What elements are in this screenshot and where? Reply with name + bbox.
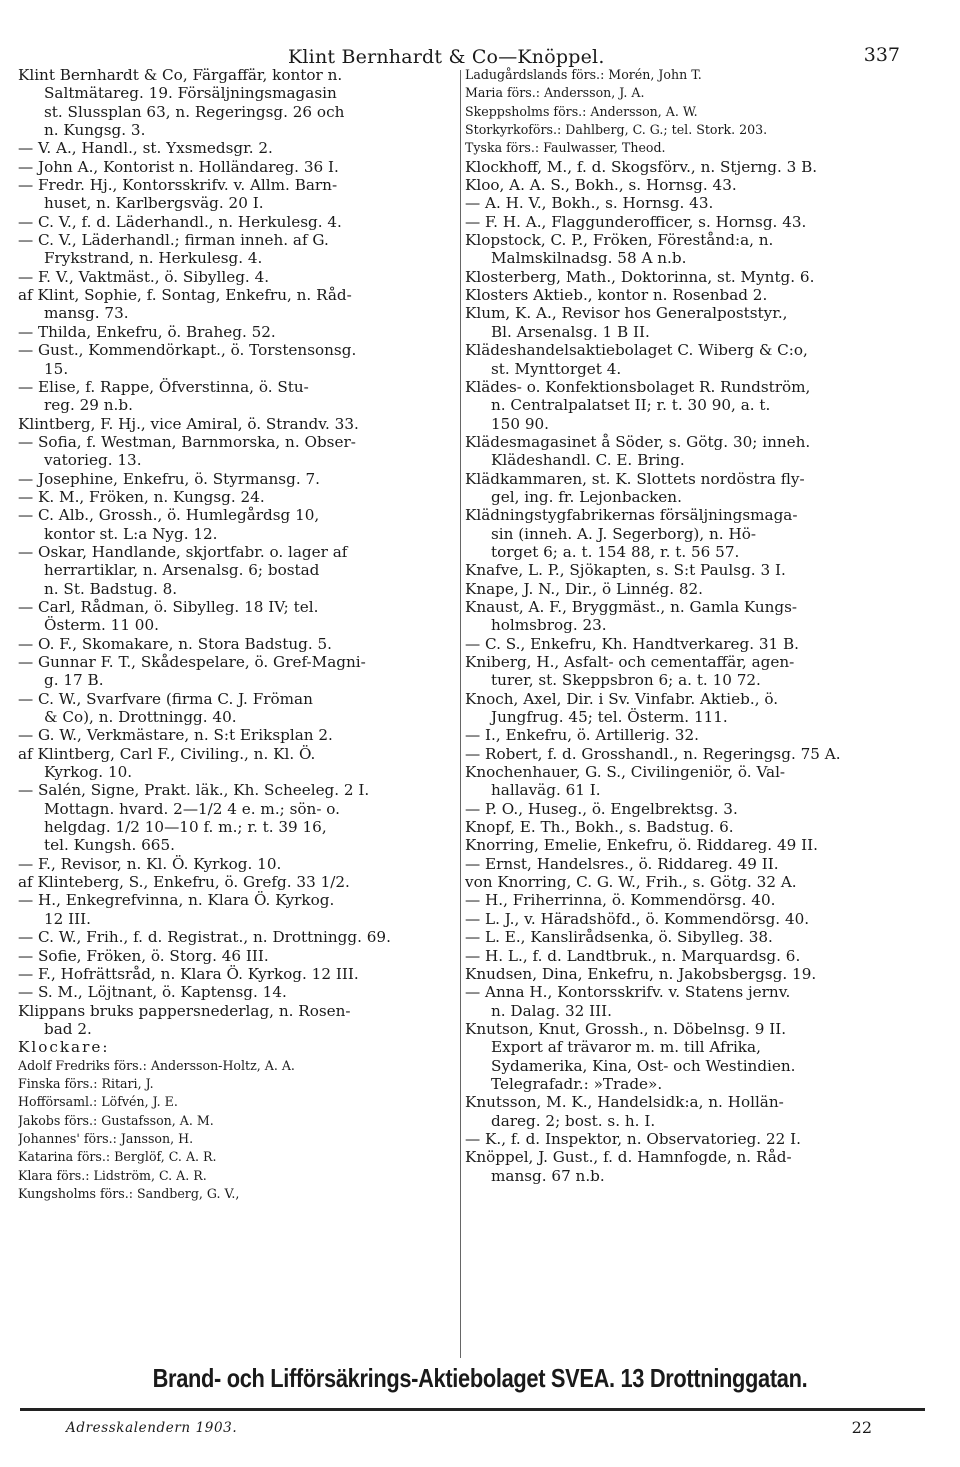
right-entry-line: Malmskilnadsg. 58 A n.b. [491,249,687,268]
right-entry-line: — K., f. d. Inspektor, n. Observatorieg. 22 I. [465,1129,801,1148]
advertisement-banner: Brand- och Lifförsäkrings-Aktiebolaget SVEA. 13 Drottninggatan. [152,1363,808,1393]
left-entry-line: & Co), n. Drottningg. 40. [44,708,237,727]
left-entry-line: — K. M., Fröken, n. Kungsg. 24. [18,487,265,506]
right-entry-line: Maria förs.: Andersson, J. A. [465,85,645,101]
left-entry-line: Klint Bernhardt & Co, Färgaffär, kontor n. [18,66,343,84]
page-footer [0,1416,960,1440]
left-entry-line: mansg. 73. [44,304,129,323]
right-entry-line: — Ernst, Handelsres., ö. Riddareg. 49 II. [465,854,779,873]
left-entry-line: g. 17 B. [44,671,104,690]
left-entry-line: Österm. 11 00. [44,616,159,635]
left-entry-line: Hofförsaml.: Löfvén, J. E. [18,1094,178,1110]
right-entry-line: Knopf, E. Th., Bokh., s. Badstug. 6. [465,818,734,837]
left-entry-line: Kungsholms förs.: Sandberg, G. V., [18,1185,240,1201]
left-entry-line: kontor st. L:a Nyg. 12. [44,524,218,543]
right-entry-line: Klädesmagasinet å Söder, s. Götg. 30; inneh. [465,432,811,451]
page-number: 337 [863,44,900,66]
right-entry-line: mansg. 67 n.b. [491,1166,605,1185]
right-entry-line: — L. J., v. Häradshöfd., ö. Kommendörsg. 40. [465,909,810,928]
left-entry-line: — C. V., Läderhandl.; firman inneh. af G. [18,231,329,250]
right-entry-line: von Knorring, C. G. W., Frih., s. Götg. 32 A. [465,873,797,892]
right-entry-line: Sydamerika, Kina, Ost- och Westindien. [491,1056,796,1075]
left-entry-line: — Carl, Rådman, ö. Sibylleg. 18 IV; tel. [18,597,319,616]
left-entry-line: — Gust., Kommendörkapt., ö. Torstensonsg. [18,341,357,360]
left-entry-line: vatorieg. 13. [44,451,142,470]
right-entry-line: dareg. 2; bost. s. h. I. [491,1111,656,1130]
left-entry-line: reg. 29 n.b. [44,396,133,415]
left-entry-line: Finska förs.: Ritari, J. [18,1075,154,1091]
left-entry-line: Klara förs.: Lidström, C. A. R. [18,1167,207,1183]
right-entry-line: n. Dalag. 32 III. [491,1001,612,1020]
left-entry-line: Saltmätareg. 19. Försäljningsmagasin [44,84,337,103]
right-entry-line: Knutson, Knut, Grossh., n. Döbelnsg. 9 II. [465,1019,787,1038]
right-entry-line: Knorring, Emelie, Enkefru, ö. Riddareg. 49 II. [465,836,818,855]
left-entry-line: Frykstrand, n. Herkulesg. 4. [44,249,263,268]
right-entry-line: st. Mynttorget 4. [491,359,622,378]
left-entry-line: — F. V., Vaktmäst., ö. Sibylleg. 4. [18,267,270,286]
right-entry-line: hallaväg. 61 I. [491,781,601,800]
right-entry-line: Kniberg, H., Asfalt- och cementaffär, agen- [465,653,795,671]
left-entry-line: helgdag. 1/2 10—10 f. m.; r. t. 39 16, [44,818,327,837]
right-entry-line: Klädkammaren, st. K. Slottets nordöstra fly- [465,469,805,488]
right-entry-line: — P. O., Huseg., ö. Engelbrektsg. 3. [465,799,738,818]
left-entry-line: huset, n. Karlbergsväg. 20 I. [44,194,264,213]
left-entry-line: — C. V., f. d. Läderhandl., n. Herkulesg. 4. [18,212,342,231]
right-entry-line: Klockhoff, M., f. d. Skogsförv., n. Stjerng. 3 B. [465,157,818,176]
right-entry-line: Ladugårdslands förs.: Morén, John T. [465,67,702,82]
right-entry-line: gel, ing. fr. Lejonbacken. [491,487,682,506]
left-entry-line: 12 III. [44,909,91,928]
right-entry-line: holmsbrog. 23. [491,616,607,635]
column-divider [460,70,461,1358]
left-entry-line: Klintberg, F. Hj., vice Amiral, ö. Strandv. 33. [18,414,359,433]
left-entry-line: — H., Enkegrefvinna, n. Klara Ö. Kyrkog. [18,891,335,910]
left-entry-line: — Sofie, Fröken, ö. Storg. 46 III. [18,946,269,965]
left-entry-line: — C. W., Frih., f. d. Registrat., n. Drottningg. 69. [18,928,391,947]
left-entry-line: — John A., Kontorist n. Holländareg. 36 I. [18,157,339,176]
left-entry-line: — C. W., Svarfvare (firma C. J. Fröman [18,689,313,708]
right-entry-line: sin (inneh. A. J. Segerborg), n. Hö- [491,524,756,543]
left-entry-line: Johannes' förs.: Jansson, H. [18,1130,194,1146]
right-entry-line: turer, st. Skeppsbron 6; a. t. 10 72. [491,671,761,690]
right-entry-line: Klädeshandelsaktiebolaget C. Wiberg & C:o, [465,341,808,360]
left-entry-line: Kyrkog. 10. [44,763,133,782]
right-entry-line: Klopstock, C. P., Fröken, Förestånd:a, n. [465,231,774,250]
left-entry-line: Katarina förs.: Berglöf, C. A. R. [18,1149,217,1165]
right-entry-line: Knaust, A. F., Bryggmäst., n. Gamla Kungs- [465,597,798,616]
right-entry-line: 150 90. [491,414,549,433]
right-entry-line: Klosters Aktieb., kontor n. Rosenbad 2. [465,286,768,305]
right-entry-line: — L. E., Kanslirådsenka, ö. Sibylleg. 38. [465,928,773,947]
left-entry-line: — C. Alb., Grossh., ö. Humlegårdsg 10, [18,506,320,525]
left-entry-line: Klockare: [18,1038,110,1057]
left-entry-line: Jakobs förs.: Gustafsson, A. M. [18,1112,214,1128]
left-entry-line: Adolf Fredriks förs.: Andersson-Holtz, A. A. [18,1057,295,1073]
right-entry-line: Knutsson, M. K., Handelsidk:a, n. Hollän- [465,1093,784,1112]
left-entry-line: af Klint, Sophie, f. Sontag, Enkefru, n. Råd- [18,286,352,305]
left-entry-line: — Gunnar F. T., Skådespelare, ö. Gref-Magni- [18,653,366,671]
footer-rule [20,1408,925,1411]
right-entry-line: — C. S., Enkefru, Kh. Handtverkareg. 31 B. [465,634,800,653]
right-entry-line: — H. L., f. d. Landtbruk., n. Marquardsg. 6. [465,946,801,965]
right-entry-line: Klum, K. A., Revisor hos Generalpoststyr., [465,304,788,323]
right-entry-line: — Anna H., Kontorsskrifv. v. Statens jernv. [465,983,791,1002]
left-entry-line: — Fredr. Hj., Kontorsskrifv. v. Allm. Barn- [18,176,338,195]
right-entry-line: Klädeshandl. C. E. Bring. [491,451,685,470]
left-entry-line: — Salén, Signe, Prakt. läk., Kh. Scheeleg. 2 I. [18,781,370,800]
left-entry-line: — Sofia, f. Westman, Barnmorska, n. Obser- [18,432,356,451]
right-entry-line: Knape, J. N., Dir., ö Linnég. 82. [465,579,704,598]
right-entry-line: Knoch, Axel, Dir. i Sv. Vinfabr. Aktieb., ö. [465,689,779,708]
right-entry-line: Tyska förs.: Faulwasser, Theod. [465,140,666,156]
right-entry-line: Storkyrkoförs.: Dahlberg, C. G.; tel. Stork. 203. [465,122,768,138]
right-entry-line: — Robert, f. d. Grosshandl., n. Regeringsg. 75 A. [465,744,841,763]
right-entry-line: — A. H. V., Bokh., s. Hornsg. 43. [465,194,714,213]
left-entry-line: herrartiklar, n. Arsenalsg. 6; bostad [44,561,320,580]
right-entry-line: Telegrafadr.: »Trade». [491,1074,663,1093]
right-entry-line: n. Centralpalatset II; r. t. 30 90, a. t. [491,396,771,415]
right-entry-line: torget 6; a. t. 154 88, r. t. 56 57. [491,542,740,561]
left-entry-line: — Thilda, Enkefru, ö. Braheg. 52. [18,322,276,341]
left-entry-line: n. Kungsg. 3. [44,121,146,140]
left-entry-line: — G. W., Verkmästare, n. S:t Eriksplan 2. [18,726,333,745]
right-entry-line: Klosterberg, Math., Doktorinna, st. Myntg. 6. [465,267,815,286]
left-entry-line: — Oskar, Handlande, skjortfabr. o. lager af [18,542,348,561]
left-entry-line: tel. Kungsh. 665. [44,836,175,855]
right-column [465,66,905,1185]
right-entry-line: Knudsen, Dina, Enkefru, n. Jakobsbergsg. 19. [465,964,817,983]
left-entry-line: — F., Hofrättsråd, n. Klara Ö. Kyrkog. 12 III. [18,964,359,983]
right-entry-line: Knafve, L. P., Sjökapten, s. S:t Paulsg. 3 I. [465,561,786,580]
right-entry-line: Knochenhauer, G. S., Civilingeniör, ö. Val- [465,763,786,782]
left-entry-line: — O. F., Skomakare, n. Stora Badstug. 5. [18,634,332,653]
right-entry-line: Kloo, A. A. S., Bokh., s. Hornsg. 43. [465,176,737,195]
left-entry-line: af Klintberg, Carl F., Civiling., n. Kl. Ö. [18,744,316,763]
left-entry-line: — S. M., Löjtnant, ö. Kaptensg. 14. [18,983,287,1002]
left-entry-line: — Elise, f. Rappe, Öfverstinna, ö. Stu- [18,377,309,396]
right-entry-line: Jungfrug. 45; tel. Österm. 111. [491,708,728,727]
left-entry-line: Mottagn. hvard. 2—1/2 4 e. m.; sön- o. [44,799,340,818]
sheet-number: 22 [851,1418,872,1437]
left-entry-line: Klippans bruks pappersnederlag, n. Rosen- [18,1001,351,1020]
left-entry-line: st. Slussplan 63, n. Regeringsg. 26 och [44,102,345,121]
running-title: Klint Bernhardt & Co—Knöppel. [288,46,605,68]
right-entry-line: Knöppel, J. Gust., f. d. Hamnfogde, n. Råd- [465,1148,792,1167]
left-entry-line: — Josephine, Enkefru, ö. Styrmansg. 7. [18,469,320,488]
right-entry-line: Export af trävaror m. m. till Afrika, [491,1038,761,1057]
right-entry-line: Klädes- o. Konfektionsbolaget R. Rundström, [465,377,811,396]
right-entry-line: Bl. Arsenalsg. 1 B II. [491,322,650,341]
right-entry-line: Skeppsholms förs.: Andersson, A. W. [465,103,698,119]
left-entry-line: — V. A., Handl., st. Yxsmedsgr. 2. [18,139,273,158]
left-entry-line: n. St. Badstug. 8. [44,579,178,598]
left-entry-line: bad 2. [44,1019,92,1038]
left-entry-line: — F., Revisor, n. Kl. Ö. Kyrkog. 10. [18,854,282,873]
right-entry-line: Klädningstygfabrikernas försäljningsmaga- [465,506,798,525]
left-column [18,66,458,1203]
left-entry-line: af Klinteberg, S., Enkefru, ö. Grefg. 33 1/2. [18,873,350,892]
source-title: Adresskalendern 1903. [66,1420,238,1436]
right-entry-line: — I., Enkefru, ö. Artillerig. 32. [465,726,699,745]
left-entry-line: 15. [44,359,69,378]
right-entry-line: — H., Friherrinna, ö. Kommendörsg. 40. [465,891,776,910]
right-entry-line: — F. H. A., Flaggunderofficer, s. Hornsg. 43. [465,212,807,231]
